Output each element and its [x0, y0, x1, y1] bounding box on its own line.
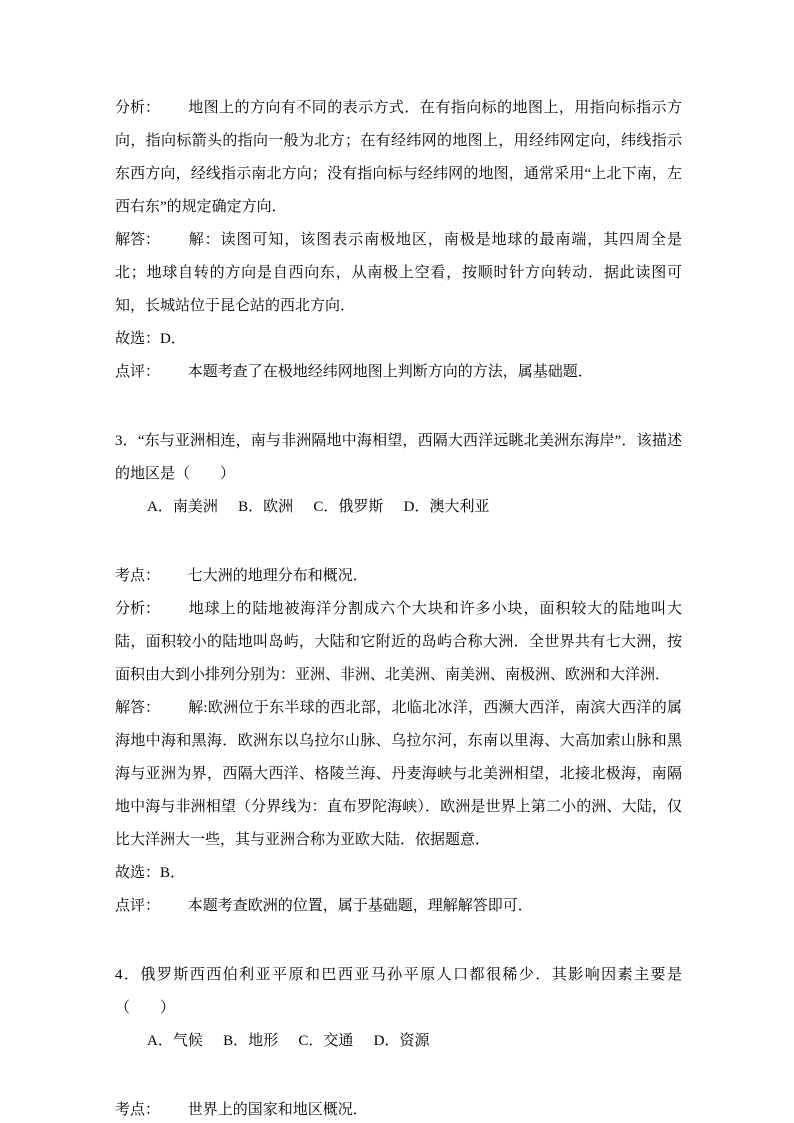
question-4 [115, 959, 682, 1025]
answer-paragraph-q2 [115, 224, 682, 323]
keypoint-label: 考点： [115, 1102, 161, 1118]
comment-paragraph-q3 [115, 890, 682, 923]
comment-text: 本题考查欧洲的位置，属于基础题，理解解答即可． [187, 898, 533, 914]
analysis-label: 分析： [115, 100, 161, 116]
analysis-text: 地球上的陆地被海洋分割成六个大块和许多小块，面积较大的陆地叫大陆，面积较小的陆地叫岛屿，大陆和它附近的岛屿合称大洲．全世界共有七大洲，按面积由大到小排列分别为：亚洲、非洲、北美洲、南美洲、南极洲、欧洲和大洋洲． [115, 601, 682, 683]
analysis-label: 分析： [115, 601, 161, 617]
answer-paragraph-q3 [115, 692, 682, 857]
question-3-option-d: D．澳大利亚 [403, 499, 490, 515]
comment-label: 点评： [115, 898, 161, 914]
choice-answer-text: 故选：B． [115, 865, 186, 881]
question-4-option-c: C．交通 [298, 1033, 354, 1049]
question-4-options [115, 1025, 682, 1058]
analysis-paragraph-q2 [115, 92, 682, 224]
question-3-option-a: A．南美洲 [147, 499, 218, 515]
keypoint-label: 考点： [115, 568, 161, 584]
choice-answer-q2 [115, 323, 682, 356]
comment-label: 点评： [115, 364, 161, 380]
keypoint-paragraph-q4 [115, 1094, 682, 1123]
question-4-option-a: A．气候 [147, 1033, 203, 1049]
answer-label: 解答： [115, 700, 161, 716]
question-4-option-d: D．资源 [373, 1033, 430, 1049]
answer-text: 解:欧洲位于东半球的西北部，北临北冰洋，西濒大西洋，南滨大西洋的属海地中海和黑海．欧洲东以乌拉尔山脉、乌拉尔河，东南以里海、大高加索山脉和黑海与亚洲为界，西隔大西洋、格陵兰海、丹麦海峡与北美洲相望，北接北极海，南隔地中海与非洲相望（分界线为：直布罗陀海峡）．欧洲是世界上第二小的洲、大陆，仅比大洋洲大一些，其与亚洲合称为亚欧大陆．依据题意． [115, 700, 682, 848]
comment-text: 本题考查了在极地经纬网地图上判断方向的方法，属基础题． [187, 364, 593, 380]
question-3-options [115, 491, 682, 524]
question-4-text: 4．俄罗斯西西伯利亚平原和巴西亚马孙平原人口都很稀少．其影响因素主要是（ ） [115, 967, 682, 1016]
choice-answer-q3 [115, 857, 682, 890]
question-4-option-b: B．地形 [223, 1033, 279, 1049]
keypoint-text: 七大洲的地理分布和概况． [187, 568, 368, 584]
question-3-option-c: C．俄罗斯 [313, 499, 384, 515]
question-3-text: 3．“东与亚洲相连，南与非洲隔地中海相望，西隔大西洋远眺北美洲东海岸”．该描述的地区是（ ） [115, 433, 682, 482]
comment-paragraph-q2 [115, 356, 682, 389]
question-3 [115, 425, 682, 491]
answer-text: 解：读图可知，该图表示南极地区，南极是地球的最南端，其四周全是北；地球自转的方向是自西向东，从南极上空看，按顺时针方向转动．据此读图可知，长城站位于昆仑站的西北方向． [115, 232, 682, 314]
keypoint-text: 世界上的国家和地区概况． [187, 1102, 368, 1118]
question-3-option-b: B．欧洲 [238, 499, 294, 515]
analysis-text: 地图上的方向有不同的表示方式．在有指向标的地图上，用指向标指示方向，指向标箭头的指向一般为北方；在有经纬网的地图上，用经纬网定向，纬线指示东西方向，经线指示南北方向；没有指向标与经纬网的地图，通常采用“上北下南，左西右东”的规定确定方向． [115, 100, 682, 215]
choice-answer-text: 故选：D． [115, 331, 186, 347]
keypoint-paragraph-q3 [115, 560, 682, 593]
analysis-paragraph-q3 [115, 593, 682, 692]
answer-label: 解答： [115, 232, 161, 248]
